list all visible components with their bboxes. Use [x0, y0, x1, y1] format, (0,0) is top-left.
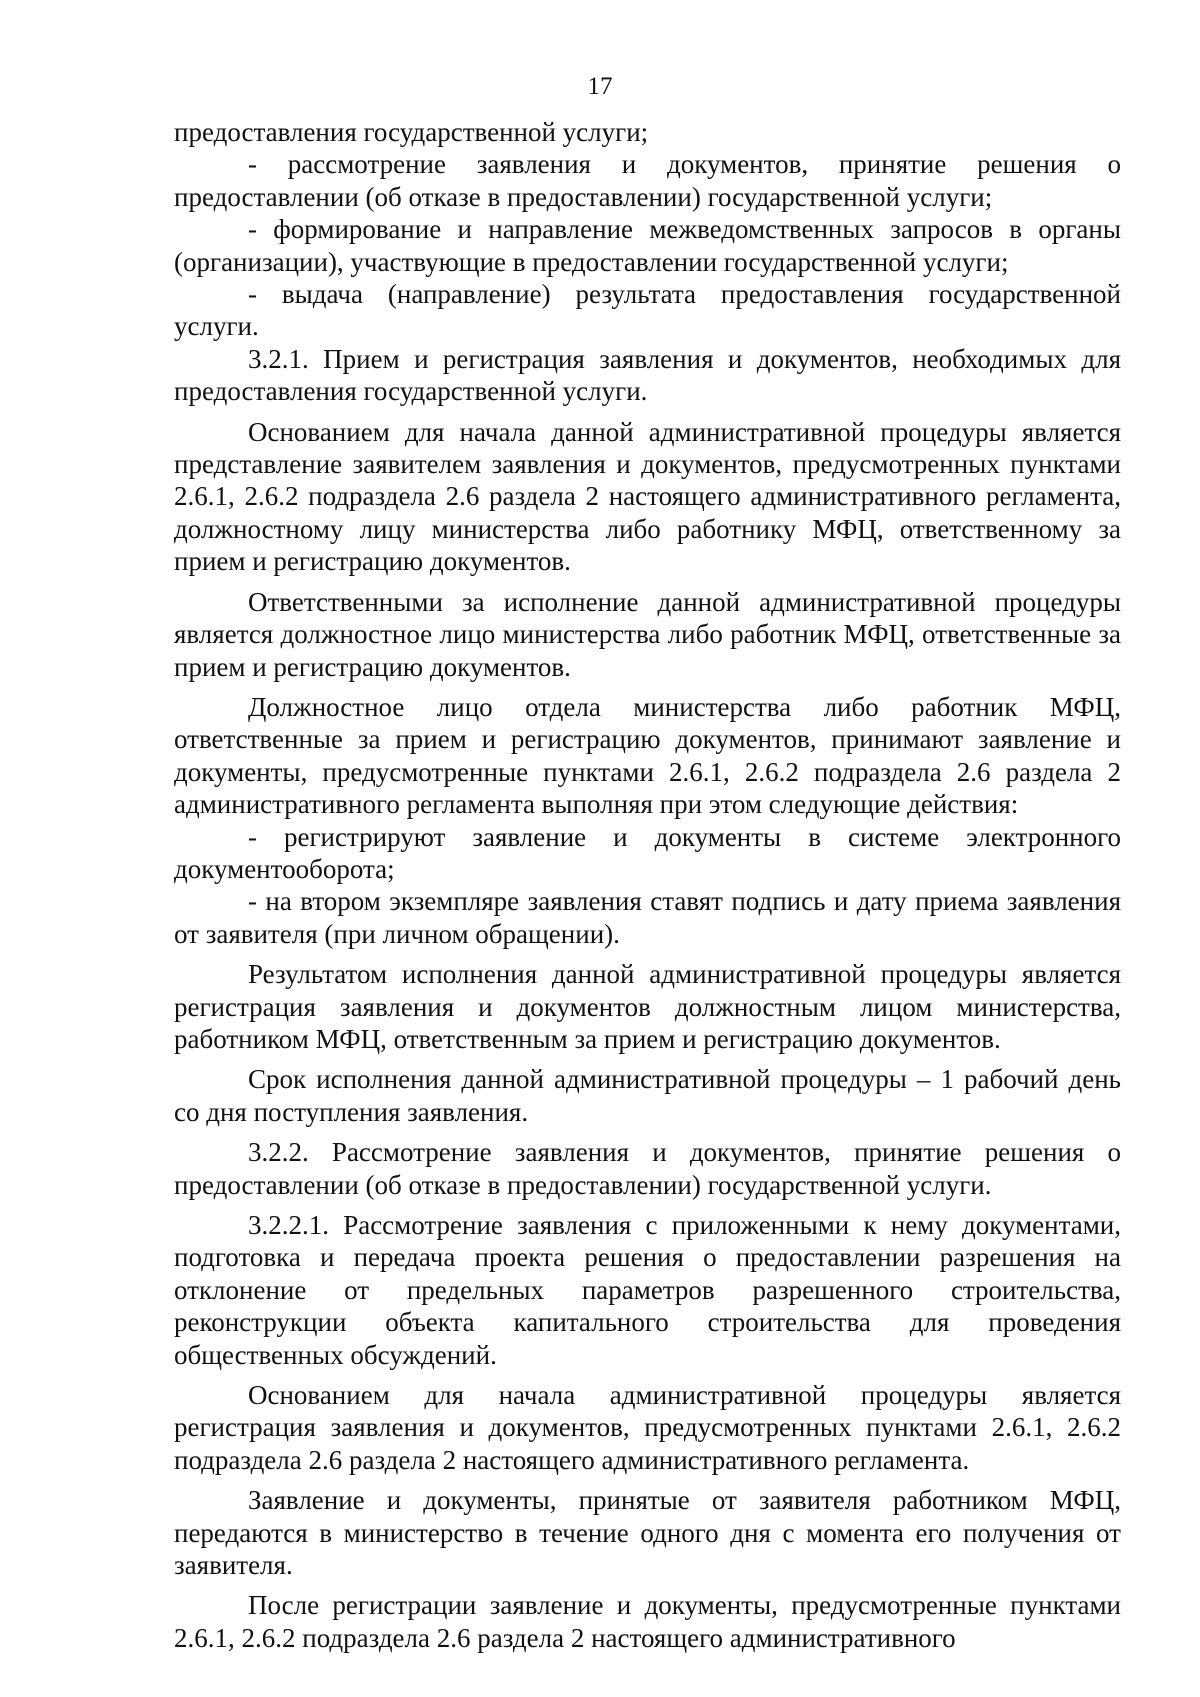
page-number: 17	[587, 73, 613, 100]
paragraph: Заявление и документы, принятые от заявителя работником МФЦ, передаются в министерство в течение одного дня с момента его получения от заявителя.	[174, 1485, 1121, 1581]
paragraph: предоставления государственной услуги;	[174, 117, 649, 147]
list-item: - регистрируют заявление и документы в системе электронного документооборота;	[174, 821, 1121, 884]
paragraph: Должностное лицо отдела министерства либо работник МФЦ, ответственные за прием и регистрацию документов, принимают заявление и документы, предусмотренные пунктами 2.6.1, 2.6.2 подраздела 2.6 раздела 2 административного регламента выполняя при этом следующие действия:	[174, 691, 1121, 820]
list-item: - выдача (направление) результата предоставления государственной услуги.	[174, 279, 1121, 342]
paragraph: Результатом исполнения данной административной процедуры является регистрация заявления и документов должностным лицом министерства, работником МФЦ, ответственным за прием и регистрацию документов.	[174, 959, 1121, 1054]
document-body	[174, 116, 1121, 1654]
paragraph: Ответственными за исполнение данной административной процедуры является должностное лицо министерства либо работник МФЦ, ответственные за прием и регистрацию документов.	[174, 586, 1121, 682]
paragraph: После регистрации заявление и документы, предусмотренные пунктами 2.6.1, 2.6.2 подраздела 2.6 раздела 2 настоящего административного	[174, 1590, 1121, 1653]
section-heading: 3.2.2. Рассмотрение заявления и документов, принятие решения о предоставлении (об отказе в предоставлении) государственной услуги.	[174, 1137, 1121, 1200]
section-heading: 3.2.1. Прием и регистрация заявления и документов, необходимых для предоставления государственной услуги.	[174, 343, 1121, 407]
paragraph: Основанием для начала административной процедуры является регистрация заявления и документов, предусмотренных пунктами 2.6.1, 2.6.2 подраздела 2.6 раздела 2 настоящего административного регламента.	[174, 1380, 1121, 1475]
list-item: - рассмотрение заявления и документов, принятие решения о предоставлении (об отказе в предоставлении) государственной услуги;	[174, 149, 1121, 212]
paragraph: Основанием для начала данной административной процедуры является представление заявителем заявления и документов, предусмотренных пунктами 2.6.1, 2.6.2 подраздела 2.6 раздела 2 настоящего административного регламента, должностному лицу министерства либо работнику МФЦ, ответственному за прием и регистрацию документов.	[174, 416, 1121, 577]
list-item: - формирование и направление межведомственных запросов в органы (организации), участвующие в предоставлении государственной услуги;	[174, 214, 1121, 277]
section-heading: 3.2.2.1. Рассмотрение заявления с приложенными к нему документами, подготовка и передача проекта решения о предоставлении разрешения на отклонение от предельных параметров разрешенного строительства, реконструкции объекта капитального строительства для проведения общественных обсуждений.	[174, 1210, 1121, 1370]
list-item: - на втором экземпляре заявления ставят подпись и дату приема заявления от заявителя (при личном обращении).	[174, 886, 1121, 949]
paragraph: Срок исполнения данной административной процедуры – 1 рабочий день со дня поступления заявления.	[174, 1064, 1121, 1127]
